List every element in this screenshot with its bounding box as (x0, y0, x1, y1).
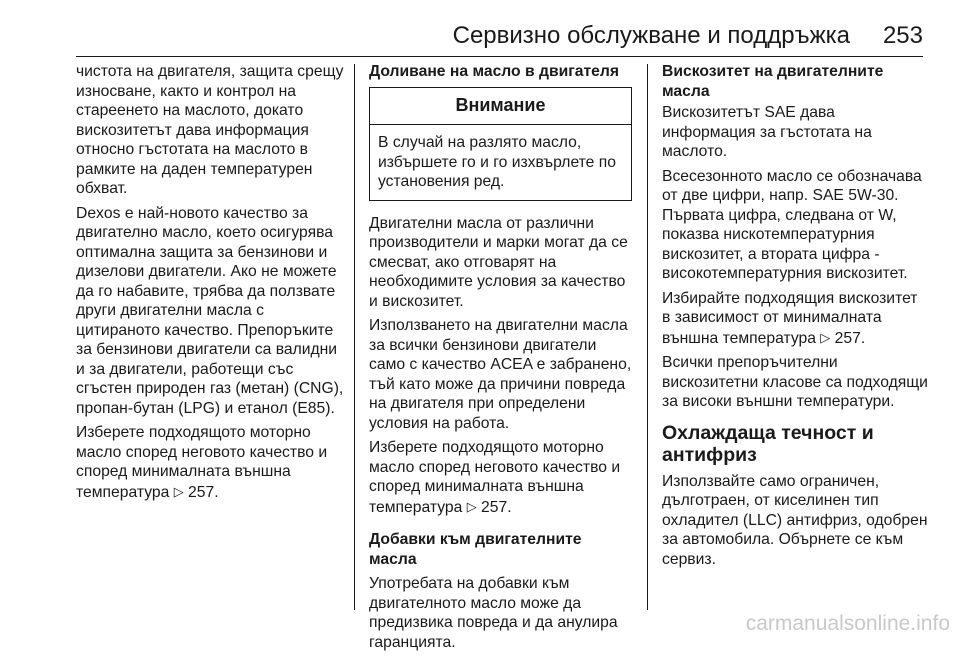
arrow-ref-icon: ▷ (820, 329, 831, 345)
column-2 (369, 62, 632, 657)
section-heading: Доливане на масло в двигателя (369, 63, 620, 80)
page-title: Сервизно обслужване и поддръжка (452, 22, 850, 49)
arrow-ref-icon: ▷ (466, 498, 477, 514)
paragraph-text: Изберете подходящото моторно масло според неговото качество и според минималната външна температура (369, 439, 621, 516)
warning-box (369, 87, 632, 201)
column-divider-1 (354, 64, 355, 610)
paragraph: Вискозитетът SAE дава информация за гъстотата на маслото. (662, 104, 872, 160)
paragraph: Всички препоръчителни вискозитетни класове са подходящи за високи външни температури. (662, 354, 928, 410)
section-heading: Добавки към двигателните масла (369, 531, 582, 568)
section-heading: Охлаждаща течност и антифриз (662, 421, 874, 466)
watermark: carmanualsonline.info (745, 612, 950, 635)
column-divider-2 (647, 64, 648, 610)
header-rule (76, 56, 923, 57)
column-1 (76, 62, 346, 507)
paragraph: Използвайте само ограничен, дълготраен, от киселинен тип охладител (LLC) антифриз, одобрен за автомобила. Обърнете се към сервиз. (662, 472, 928, 568)
paragraph-text: Избирайте подходящия вискозитет в зависимост от минималната външна температура (662, 289, 918, 347)
page-header (0, 0, 960, 58)
page-number: 253 (882, 22, 923, 49)
warning-text: В случай на разлято масло, избършете го и го изхвърлете по установения ред. (378, 134, 616, 190)
paragraph: Употребата на добавки към двигателното масло може да предизвика повреда и да анулира гаранцията. (369, 575, 618, 651)
paragraph: Използването на двигателни масла за всички бензинови двигатели само с качество ACEA е забранено, тъй като може да причини повреда на двигателя при определени условия на работа. (369, 317, 632, 432)
arrow-ref-icon: ▷ (173, 483, 184, 499)
paragraph-text: Изберете подходящото моторно масло според неговото качество и според минималната външна температура (76, 424, 328, 501)
paragraph: Двигателни масла от различни производители и марки могат да се смесват, ако отговарят на необходимите условия за качество и вискозитет. (369, 214, 628, 310)
section-heading: Вискозитет на двигателните масла (662, 63, 884, 100)
paragraph: чистота на двигателя, защита срещу износване, както и контрол на стареенето на маслото, докато вискозитетът дава информация относно гъстотата на маслото в рамките на даден температурен обхват. (76, 63, 344, 197)
page-ref-link[interactable]: 257. (834, 329, 866, 347)
column-3 (662, 62, 928, 574)
paragraph (76, 423, 346, 502)
paragraph (662, 289, 928, 349)
paragraph: Всесезонното масло се обозначава от две цифри, напр. SAE 5W-30. Първата цифра, следвана от W, показва нискотемпературния вискозитет, а втората цифра - високотемпературния вискозитет. (662, 167, 922, 282)
page-ref-link[interactable]: 257. (481, 498, 512, 516)
page-ref-link[interactable]: 257. (188, 483, 219, 501)
warning-title: Внимание (370, 88, 631, 126)
paragraph (369, 438, 632, 517)
paragraph: Dexos е най-новото качество за двигателно масло, което осигурява оптимална защита за бензинови и дизелови двигатели. Ако не можете да го набавите, трябва да ползвате други двигателни масла с цитираното качество. Препоръките за бензинови двигатели са валидни и за двигатели, работещи със сгъстен природен газ (метан) (CNG), пропан-бутан (LPG) и етанол (E85). (76, 204, 344, 417)
